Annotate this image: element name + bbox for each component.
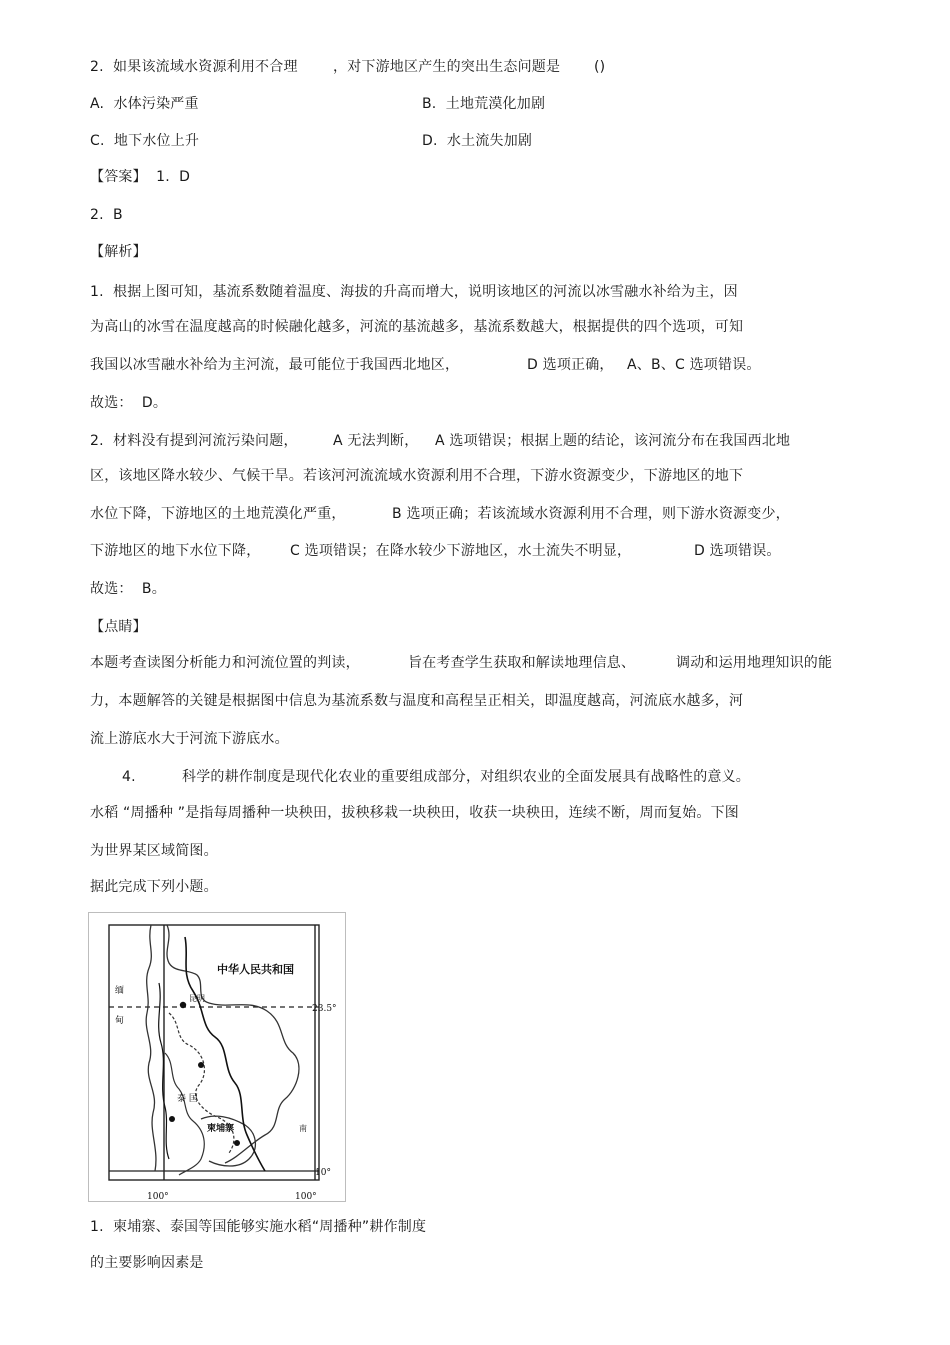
analysis-p1-line4: 故选： D。 (90, 395, 168, 411)
lon-label-left: 100° (147, 1192, 169, 1201)
china-label: 中华人民共和国 (217, 963, 294, 976)
analysis-p1-line1: 1. 根据上图可知，基流系数随着温度、海拔的升高而增大，说明该地区的河流以冰雪融水补给为主，因 (90, 284, 738, 300)
city-dot-vientiane (198, 1062, 204, 1068)
q4-line4: 据此完成下列小题。 (90, 879, 218, 895)
lat-label-bottom: 10° (315, 1168, 331, 1178)
subq1-line1: 1. 柬埔寨、泰国等国能够实施水稻“周播种”耕作制度 (90, 1219, 427, 1235)
comment-line1a: 本题考查读图分析能力和河流位置的判读， (90, 655, 360, 671)
myanmar-border (146, 925, 156, 1171)
myanmar-label-2: 甸 (115, 1016, 125, 1026)
analysis-p1-line2: 为高山的冰雪在温度越高的时候融化越多，河流的基流越多，基流系数越大，根据提供的四个选项，可知 (90, 319, 744, 335)
city-dot-phnompenh (234, 1140, 240, 1146)
q2-option-c: C. 地下水位上升 (90, 133, 200, 149)
lon-label-right: 100° (295, 1192, 317, 1201)
city-dot-bangkok (169, 1116, 175, 1122)
analysis-label: 【解析】 (90, 244, 147, 260)
q2-stem-part2: ，对下游地区产生的突出生态问题是 (333, 59, 561, 75)
analysis-p2-line1a: 2. 材料没有提到河流污染问题， (90, 433, 298, 449)
subq1-line2: 的主要影响因素是 (90, 1255, 204, 1271)
comment-label: 【点睛】 (90, 619, 147, 635)
analysis-p2-line5: 故选： B。 (90, 581, 166, 597)
comment-line3: 流上游底水大于河流下游底水。 (90, 731, 289, 747)
thailand-border (165, 1053, 204, 1175)
q4-line2: 水稻 “周播种 ”是指每周播种一块秧田，拔秧移栽一块秧田，收获一块秧田，连续不断，周而复始。下图 (90, 805, 740, 821)
analysis-p2-line3b: B 选项正确；若该流域水资源利用不合理，则下游水资源变少， (392, 506, 790, 522)
region-map-figure (88, 912, 346, 1202)
q2-option-a: A. 水体污染严重 (90, 96, 199, 112)
myanmar-label-1: 缅 (115, 986, 125, 996)
cambodia-label: 柬埔寨 (207, 1124, 235, 1134)
analysis-p2-line2: 区，该地区降水较少、气候干旱。若该河河流流域水资源利用不合理，下游水资源变少，下游地区的地下 (90, 468, 744, 484)
analysis-p1-line3c: A、B、C 选项错误。 (627, 357, 761, 373)
q4-number: 4. (122, 769, 136, 785)
analysis-p2-line1c: A 选项错误；根据上题的结论，该河流分布在我国西北地 (435, 433, 791, 449)
analysis-p1-line3b: D 选项正确， (527, 357, 614, 373)
analysis-p2-line4b: C 选项错误；在降水较少下游地区，水土流失不明显， (290, 543, 632, 559)
analysis-p2-line1b: A 无法判断， (333, 433, 419, 449)
q4-line1: 科学的耕作制度是现代化农业的重要组成部分，对组织农业的全面发展具有战略性的意义。 (182, 769, 750, 785)
region-map (89, 913, 345, 1201)
analysis-p2-line4c: D 选项错误。 (694, 543, 781, 559)
q2-stem-part1: 2. 如果该流域水资源利用不合理 (90, 59, 298, 75)
comment-line1b: 旨在考查学生获取和解读地理信息、 (408, 655, 636, 671)
city-dot-kunming (180, 1002, 186, 1008)
answer-second: 2. B (90, 207, 123, 223)
comment-line2: 力，本题解答的关键是根据图中信息为基流系数与温度和高程呈正相关，即温度越高，河流底水越多，河 (90, 693, 744, 709)
comment-line1c: 调动和运用地理知识的能 (676, 655, 833, 671)
q2-answer-paren: () (594, 59, 606, 75)
city-label: 昆明 (189, 994, 205, 1003)
q4-line3: 为世界某区域简图。 (90, 843, 218, 859)
lat-label-top: 23.5° (312, 1004, 337, 1014)
answer-label: 【答案】 1. D (90, 169, 191, 185)
south-fragment-label: 南 (299, 1124, 307, 1133)
analysis-p1-line3a: 我国以冰雪融水补给为主河流，最可能位于我国西北地区， (90, 357, 460, 373)
thailand-label: 泰 国 (177, 1094, 198, 1104)
analysis-p2-line4a: 下游地区的地下水位下降， (90, 543, 261, 559)
q2-option-b: B. 土地荒漠化加剧 (422, 96, 546, 112)
q2-option-d: D. 水土流失加剧 (422, 133, 533, 149)
analysis-p2-line3a: 水位下降，下游地区的土地荒漠化严重， (90, 506, 346, 522)
